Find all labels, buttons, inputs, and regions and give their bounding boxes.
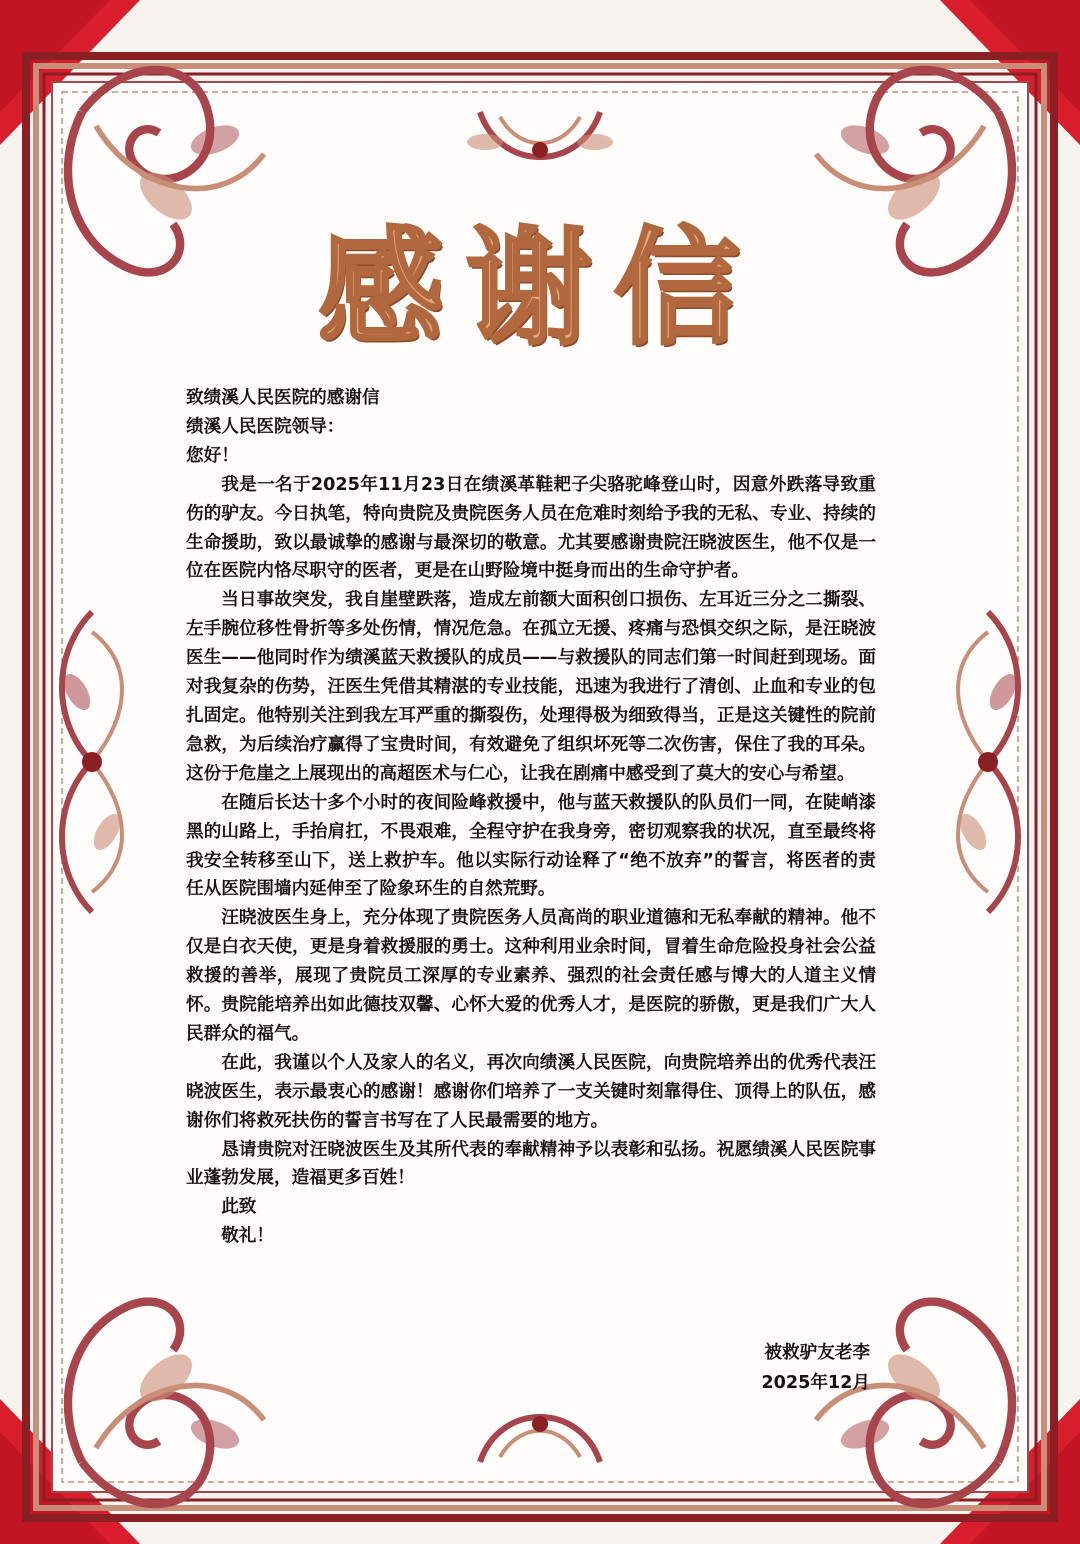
letter-greeting: 您好！ (186, 445, 239, 466)
signature-name: 被救驴友老李 (764, 1343, 870, 1363)
letter-salute: 敬礼！ (221, 1226, 274, 1247)
letter-paragraph: 当日事故突发，我自崖壁跌落，造成左前额大面积创口损伤、左耳近三分之二撕裂、左手腕位移性骨折等多处伤情，情况危急。在孤立无援、疼痛与恐惧交织之际，是汪晓波医生——他同时作为绩溪蓝天救援队的成员——与救援队的同志们第一时间赶到现场。面对我复杂的伤势，汪医生凭借其精湛的专业技能，迅速为我进行了清创、止血和专业的包扎固定。他特别关注到我左耳严重的撕裂伤，处理得极为细致得当，正是这关键性的院前急救，为后续治疗赢得了宝贵时间，有效避免了组织坏死等二次伤害，保住了我的耳朵。这份于危崖之上展现出的高超医术与仁心，让我在剧痛中感受到了莫大的安心与希望。 (186, 590, 876, 784)
letter-paragraph: 汪晓波医生身上，充分体现了贵院医务人员高尚的职业道德和无私奉献的精神。他不仅是白衣天使，更是身着救援服的勇士。这种利用业余时间，冒着生命危险投身社会公益救援的善举，展现了贵院员工深厚的专业素养、强烈的社会责任感与博大的人道主义情怀。贵院能培养出如此德技双馨、心怀大爱的优秀人才，是医院的骄傲，更是我们广大人民群众的福气。 (186, 908, 876, 1044)
signature-block (761, 1338, 870, 1398)
letter-body (186, 384, 876, 1251)
signature-date: 2025年12月 (761, 1373, 870, 1393)
letter-paragraph: 恳请贵院对汪晓波医生及其所代表的奉献精神予以表彰和弘扬。祝愿绩溪人民医院事业蓬勃发展，造福更多百姓！ (186, 1139, 876, 1189)
letter-heading: 致绩溪人民医院的感谢信 (186, 388, 380, 408)
letter-recipient: 绩溪人民医院领导： (186, 416, 345, 437)
letter-title: 感谢信 (318, 214, 762, 362)
letter-paragraph: 在随后长达十多个小时的夜间险峰救援中，他与蓝天救援队的队员们一同，在陡峭漆黑的山路上，手抬肩扛，不畏艰难，全程守护在我身旁，密切观察我的状况，直至最终将我安全转移至山下，送上救护车。他以实际行动诠释了“绝不放弃”的誓言，将医者的责任从医院围墙内延伸至了险象环生的自然荒野。 (186, 792, 876, 900)
letter-closing: 此致 (221, 1197, 257, 1218)
letter-paragraph: 我是一名于2025年11月23日在绩溪革鞋耙子尖骆驼峰登山时，因意外跌落导致重伤的驴友。今日执笔，特向贵院及贵院医务人员在危难时刻给予我的无私、专业、持续的生命援助，致以最诚挚的感谢与最深切的敬意。尤其要感谢贵院汪晓波医生，他不仅是一位在医院内恪尽职守的医者，更是在山野险境中挺身而出的生命守护者。 (186, 474, 876, 582)
letter-paragraph: 在此，我谨以个人及家人的名义，再次向绩溪人民医院，向贵院培养出的优秀代表汪晓波医生，表示最衷心的感谢！感谢你们培养了一支关键时刻靠得住、顶得上的队伍，感谢你们将救死扶伤的誓言书写在了人民最需要的地方。 (186, 1052, 876, 1131)
